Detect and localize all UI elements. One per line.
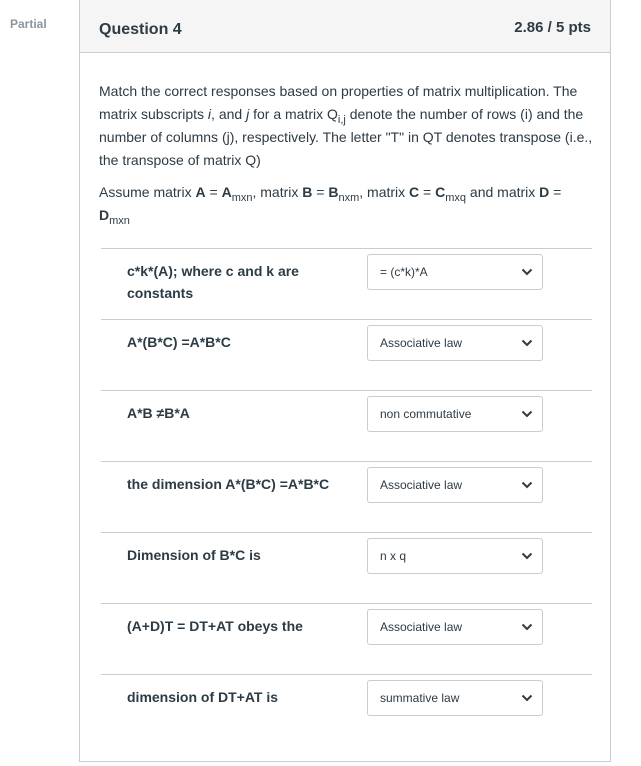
matching-row — [101, 461, 592, 532]
match-prompt: (A+D)T = DT+AT obeys the — [127, 618, 303, 634]
subscript-i-label: i — [207, 106, 212, 122]
assumption-text: and matrix — [466, 184, 540, 200]
grading-status-label: Partial — [10, 17, 47, 31]
matrix-symbol: B — [328, 184, 339, 200]
chevron-down-icon — [521, 694, 533, 702]
matching-row — [101, 248, 592, 319]
chevron-down-icon — [521, 623, 533, 631]
matrix-symbol: B — [302, 184, 313, 200]
matrix-symbol: D — [539, 184, 550, 200]
matrix-symbol: D — [99, 207, 110, 223]
instructions-text: denote the number of rows (i) and the number of columns (j), respectively. The letter "T" in QT denotes transpose (i.e., the transpose of matrix Q) — [99, 106, 593, 168]
assumption-paragraph — [99, 181, 594, 227]
instructions-text: for a matrix Q — [249, 106, 338, 122]
matching-list — [101, 248, 592, 745]
question-card — [79, 0, 611, 762]
matching-row — [101, 390, 592, 461]
instructions-text: Match the correct responses based on properties of matrix multiplication. The matrix subscripts — [99, 83, 578, 122]
assumption-text: = — [312, 184, 329, 200]
matrix-subscript: mxn — [109, 214, 130, 227]
answer-select[interactable] — [367, 467, 543, 503]
assumption-text: = — [419, 184, 436, 200]
answer-select[interactable] — [367, 609, 543, 645]
answer-select-value: summative law — [380, 691, 460, 705]
question-points: 2.86 / 5 pts — [514, 19, 591, 36]
chevron-down-icon — [521, 268, 533, 276]
answer-select-value: Associative law — [380, 620, 463, 634]
assumption-text: , matrix — [359, 184, 410, 200]
chevron-down-icon — [521, 410, 533, 418]
question-title: Question 4 — [99, 21, 182, 38]
answer-select[interactable] — [367, 254, 543, 290]
assumption-text: Assume matrix — [99, 184, 196, 200]
matrix-subscript: mxq — [445, 191, 467, 204]
matching-row — [101, 603, 592, 674]
assumption-text: , matrix — [252, 184, 303, 200]
match-prompt: dimension of DT+AT is — [127, 689, 279, 705]
match-prompt: A*(B*C) =A*B*C — [127, 334, 231, 350]
answer-select[interactable] — [367, 396, 543, 432]
matrix-symbol: A — [221, 184, 232, 200]
match-prompt: A*B ≠B*A — [127, 405, 190, 421]
matrix-subscript: nxm — [338, 191, 360, 204]
matrix-symbol: C — [409, 184, 420, 200]
answer-select[interactable] — [367, 680, 543, 716]
matching-row — [101, 319, 592, 390]
matrix-symbol: C — [435, 184, 446, 200]
question-text — [99, 80, 594, 227]
assumption-text: = — [205, 184, 222, 200]
answer-select-value: n x q — [380, 549, 407, 563]
answer-select-value: Associative law — [380, 478, 463, 492]
answer-select-value: Associative law — [380, 336, 463, 350]
chevron-down-icon — [521, 339, 533, 347]
matching-row — [101, 532, 592, 603]
matching-row — [101, 674, 592, 745]
assumption-text: = — [549, 184, 562, 200]
match-prompt: Dimension of B*C is — [127, 547, 261, 563]
match-prompt: the dimension A*(B*C) =A*B*C — [127, 476, 330, 492]
matrix-subscript: i,j — [337, 113, 346, 126]
answer-select[interactable] — [367, 538, 543, 574]
instructions-text: , and — [211, 106, 247, 122]
chevron-down-icon — [521, 481, 533, 489]
match-prompt: c*k*(A); where c and k are constants — [127, 263, 299, 301]
instructions-paragraph — [99, 80, 594, 172]
answer-select-value: non commutative — [380, 407, 472, 421]
matrix-subscript: mxn — [231, 191, 253, 204]
chevron-down-icon — [521, 552, 533, 560]
subscript-j-label: j — [246, 106, 250, 122]
answer-select[interactable] — [367, 325, 543, 361]
question-header — [80, 0, 610, 53]
matrix-symbol: A — [195, 184, 206, 200]
answer-select-value: = (c*k)*A — [380, 265, 428, 279]
